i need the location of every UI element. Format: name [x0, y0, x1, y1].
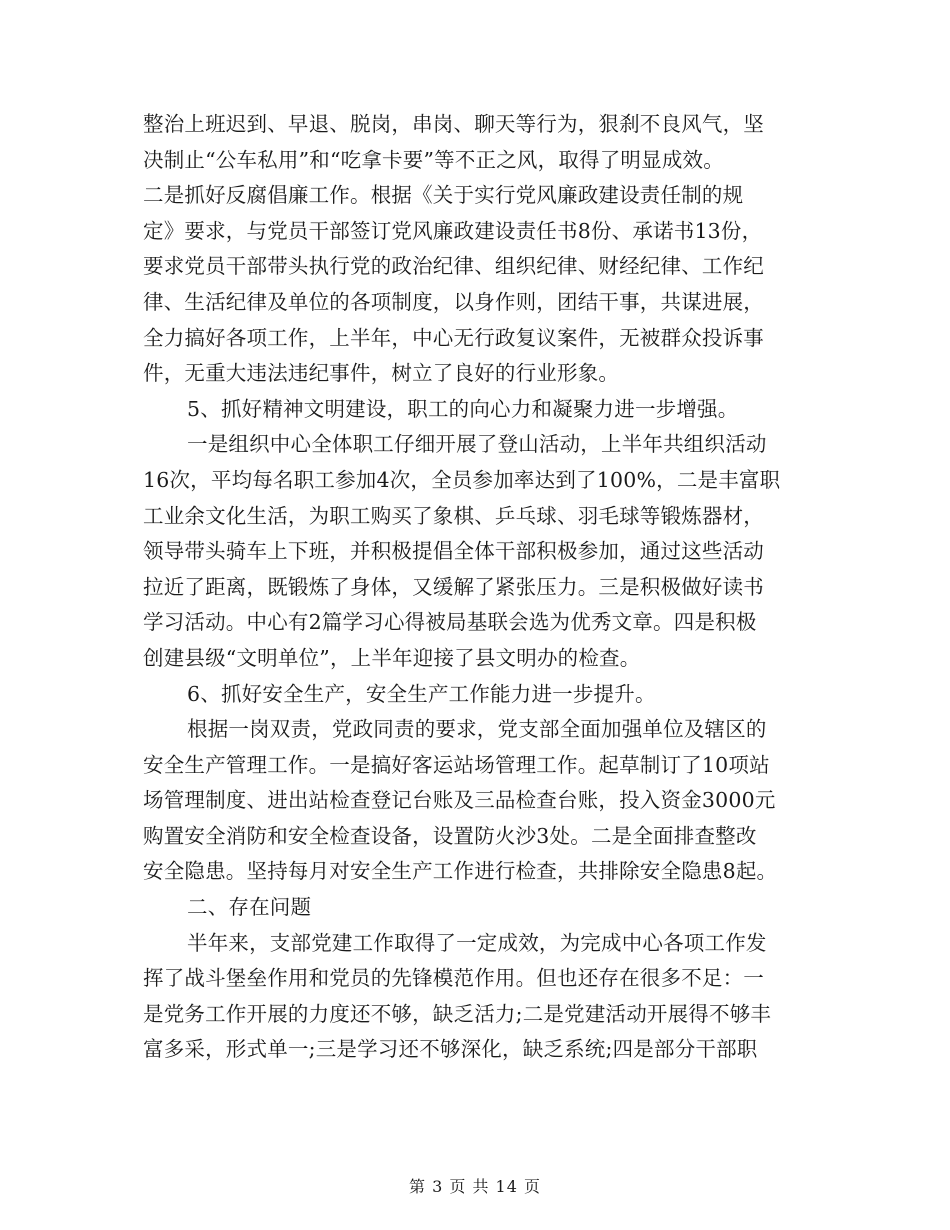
text-line: 安全隐患。坚持每月对安全生产工作进行检查，共排除安全隐患8起。 [143, 859, 778, 884]
text-line: 二是抓好反腐倡廉工作。根据《关于实行党风廉政建设责任制的规 [143, 183, 744, 208]
text-line: 购置安全消防和安全检查设备，设置防火沙3处。二是全面排查整改 [143, 823, 757, 848]
section-heading: 6、抓好安全生产，安全生产工作能力进一步提升。 [187, 681, 656, 706]
text-line: 是党务工作开展的力度还不够，缺乏活力;二是党建活动开展得不够丰 [143, 1001, 772, 1026]
section-heading: 5、抓好精神文明建设，职工的向心力和凝聚力进一步增强。 [187, 396, 739, 421]
text-line: 工业余文化生活，为职工购买了象棋、乒乓球、羽毛球等锻炼器材， [143, 503, 764, 528]
text-line: 学习活动。中心有2篇学习心得被局基联会选为优秀文章。四是积极 [143, 610, 757, 635]
paragraph-start-line: 半年来，支部党建工作取得了一定成效，为完成中心各项工作发 [187, 930, 767, 955]
text-line: 整治上班迟到、早退、脱岗，串岗、聊天等行为，狠刹不良风气，坚 [143, 112, 764, 136]
paragraph-start-line: 一是组织中心全体职工仔细开展了登山活动，上半年共组织活动 [187, 432, 767, 457]
text-line: 挥了战斗堡垒作用和党员的先锋模范作用。但也还存在很多不足：一 [143, 966, 764, 991]
text-line: 全力搞好各项工作，上半年，中心无行政复议案件，无被群众投诉事 [143, 325, 764, 350]
text-line: 要求党员干部带头执行党的政治纪律、组织纪律、财经纪律、工作纪 [143, 254, 764, 279]
text-line: 16次，平均每名职工参加4次，全员参加率达到了100%，二是丰富职 [143, 467, 781, 492]
text-line: 律、生活纪律及单位的各项制度，以身作则，团结干事，共谋进展， [143, 289, 764, 314]
text-line: 安全生产管理工作。一是搞好客运站场管理工作。起草制订了10项站 [143, 752, 770, 777]
text-line: 件，无重大违法违纪事件，树立了良好的行业形象。 [143, 361, 620, 386]
text-line: 创建县级“文明单位”，上半年迎接了县文明办的检查。 [143, 645, 641, 670]
text-line: 场管理制度、进出站检查登记台账及三品检查台账，投入资金3000元 [143, 788, 776, 813]
paragraph-start-line: 根据一岗双责，党政同责的要求，党支部全面加强单位及辖区的 [187, 717, 767, 742]
text-line: 富多采，形式单一;三是学习还不够深化，缺乏系统;四是部分干部职 [143, 1037, 758, 1062]
section-heading: 二、存在问题 [187, 895, 312, 920]
text-line: 领导带头骑车上下班，并积极提倡全体干部积极参加，通过这些活动 [143, 539, 764, 564]
body-text [143, 107, 803, 1068]
text-line: 拉近了距离，既锻炼了身体，又缓解了紧张压力。三是积极做好读书 [143, 574, 764, 599]
page-footer: 第 3 页 共 14 页 [409, 1177, 541, 1196]
text-line: 决制止“公车私用”和“吃拿卡要”等不正之风，取得了明显成效。 [143, 147, 724, 172]
text-line: 定》要求，与党员干部签订党风廉政建设责任书8份、承诺书13份， [143, 218, 763, 243]
